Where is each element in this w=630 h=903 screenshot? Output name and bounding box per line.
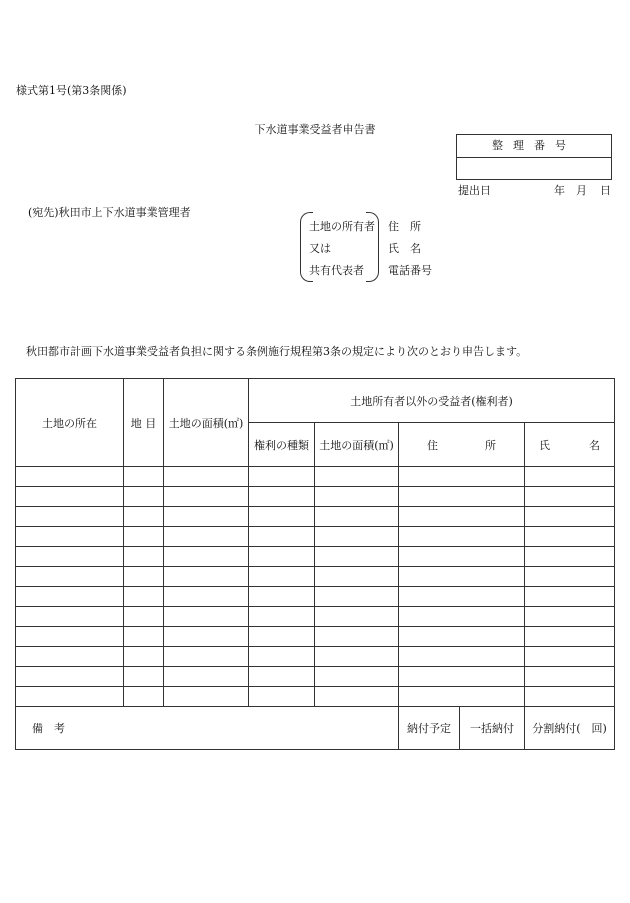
table-cell[interactable] [249, 627, 315, 647]
table-row [16, 687, 615, 707]
table-cell[interactable] [249, 647, 315, 667]
header-land-area-2: 土地の面積(㎡) [315, 423, 399, 467]
installment-option[interactable]: 分割納付( 回) [525, 707, 615, 750]
applicant-address-label: 住 所 [388, 220, 421, 233]
header-right-type: 権利の種類 [249, 423, 315, 467]
table-cell[interactable] [399, 647, 525, 667]
registration-number-box [456, 134, 612, 180]
table-row [16, 547, 615, 567]
table-row [16, 527, 615, 547]
table-cell[interactable] [164, 527, 249, 547]
table-cell[interactable] [124, 507, 164, 527]
table-cell[interactable] [399, 487, 525, 507]
table-cell[interactable] [124, 487, 164, 507]
table-cell[interactable] [525, 667, 615, 687]
table-cell[interactable] [525, 547, 615, 567]
table-cell[interactable] [16, 607, 124, 627]
table-cell[interactable] [249, 567, 315, 587]
lump-sum-option[interactable]: 一括納付 [470, 722, 514, 735]
payment-options [399, 707, 525, 750]
table-cell[interactable] [16, 487, 124, 507]
submission-day-label: 日 [600, 184, 611, 197]
table-cell[interactable] [164, 567, 249, 587]
table-cell[interactable] [249, 467, 315, 487]
table-cell[interactable] [399, 587, 525, 607]
header-address: 住 所 [399, 423, 525, 467]
table-cell[interactable] [164, 687, 249, 707]
table-cell[interactable] [315, 567, 399, 587]
table-cell[interactable] [249, 507, 315, 527]
table-row [16, 607, 615, 627]
table-cell[interactable] [16, 667, 124, 687]
header-name: 氏 名 [525, 423, 615, 467]
table-cell[interactable] [164, 627, 249, 647]
table-cell[interactable] [315, 527, 399, 547]
table-cell[interactable] [525, 487, 615, 507]
table-cell[interactable] [249, 687, 315, 707]
submission-month-label: 月 [576, 184, 587, 197]
table-cell[interactable] [525, 647, 615, 667]
table-cell[interactable] [124, 587, 164, 607]
table-cell[interactable] [399, 567, 525, 587]
payment-plan-label: 納付予定 [399, 707, 460, 749]
table-cell[interactable] [399, 547, 525, 567]
applicant-phone-label: 電話番号 [388, 264, 432, 277]
table-cell[interactable] [16, 467, 124, 487]
table-cell[interactable] [399, 667, 525, 687]
table-cell[interactable] [124, 647, 164, 667]
table-cell[interactable] [164, 607, 249, 627]
header-land-location: 土地の所在 [16, 379, 124, 467]
table-cell[interactable] [249, 487, 315, 507]
table-cell[interactable] [16, 507, 124, 527]
table-cell[interactable] [525, 587, 615, 607]
table-row [16, 627, 615, 647]
table-cell[interactable] [164, 587, 249, 607]
table-cell[interactable] [164, 647, 249, 667]
table-cell[interactable] [124, 627, 164, 647]
applicant-role-or: 又は [309, 242, 331, 255]
table-cell[interactable] [399, 607, 525, 627]
page-title: 下水道事業受益者申告書 [254, 123, 376, 136]
registration-number-header: 整理番号 [457, 135, 611, 158]
applicant-role-owner: 土地の所有者 [309, 220, 375, 233]
table-cell[interactable] [249, 527, 315, 547]
table-cell[interactable] [315, 607, 399, 627]
table-cell[interactable] [525, 527, 615, 547]
table-row [16, 587, 615, 607]
table-cell[interactable] [399, 687, 525, 707]
table-cell[interactable] [124, 687, 164, 707]
table-cell[interactable] [525, 507, 615, 527]
table-cell[interactable] [164, 547, 249, 567]
declaration-text: 秋田都市計画下水道事業受益者負担に関する条例施行規程第3条の規定により次のとおり申告します。 [26, 345, 528, 358]
header-land-category: 地 目 [124, 379, 164, 467]
table-cell[interactable] [525, 607, 615, 627]
table-cell[interactable] [124, 567, 164, 587]
table-cell[interactable] [525, 687, 615, 707]
table-cell[interactable] [315, 667, 399, 687]
table-cell[interactable] [16, 587, 124, 607]
table-cell[interactable] [124, 667, 164, 687]
table-row [16, 467, 615, 487]
table-cell[interactable] [16, 647, 124, 667]
table-cell[interactable] [315, 587, 399, 607]
table-cell[interactable] [525, 467, 615, 487]
table-row [16, 487, 615, 507]
table-cell[interactable] [164, 667, 249, 687]
table-cell[interactable] [315, 487, 399, 507]
remarks-label: 備 考 [16, 707, 399, 750]
table-cell[interactable] [315, 687, 399, 707]
table-cell[interactable] [124, 547, 164, 567]
table-cell[interactable] [315, 507, 399, 527]
table-cell[interactable] [16, 687, 124, 707]
table-cell[interactable] [124, 467, 164, 487]
table-cell[interactable] [399, 467, 525, 487]
submission-date-label: 提出日 [458, 184, 491, 197]
table-cell[interactable] [525, 567, 615, 587]
table-cell[interactable] [249, 667, 315, 687]
table-cell[interactable] [399, 507, 525, 527]
addressee: (宛先)秋田市上下水道事業管理者 [28, 206, 191, 219]
table-cell[interactable] [315, 627, 399, 647]
table-cell[interactable] [315, 467, 399, 487]
table-cell[interactable] [124, 607, 164, 627]
table-cell[interactable] [249, 547, 315, 567]
header-land-area: 土地の面積(㎡) [164, 379, 249, 467]
table-cell[interactable] [249, 587, 315, 607]
table-row [16, 567, 615, 587]
applicant-role-representative: 共有代表者 [309, 264, 364, 277]
table-cell[interactable] [124, 527, 164, 547]
table-row [16, 667, 615, 687]
table-cell[interactable] [16, 527, 124, 547]
header-beneficiary-group: 土地所有者以外の受益者(権利者) [249, 379, 615, 423]
submission-year-label: 年 [554, 184, 565, 197]
applicant-name-label: 氏 名 [388, 242, 421, 255]
form-number: 様式第1号(第3条関係) [16, 84, 127, 97]
table-cell[interactable] [164, 507, 249, 527]
table-cell[interactable] [16, 547, 124, 567]
table-cell[interactable] [16, 567, 124, 587]
table-cell[interactable] [315, 547, 399, 567]
table-cell[interactable] [164, 467, 249, 487]
table-cell[interactable] [525, 627, 615, 647]
table-cell[interactable] [249, 607, 315, 627]
table-cell[interactable] [399, 627, 525, 647]
beneficiary-table [15, 378, 615, 750]
footer-row [16, 707, 615, 750]
table-cell[interactable] [399, 527, 525, 547]
table-row [16, 507, 615, 527]
table-cell[interactable] [315, 647, 399, 667]
table-cell[interactable] [16, 627, 124, 647]
table-row [16, 647, 615, 667]
registration-number-field[interactable] [457, 158, 611, 180]
table-cell[interactable] [164, 487, 249, 507]
